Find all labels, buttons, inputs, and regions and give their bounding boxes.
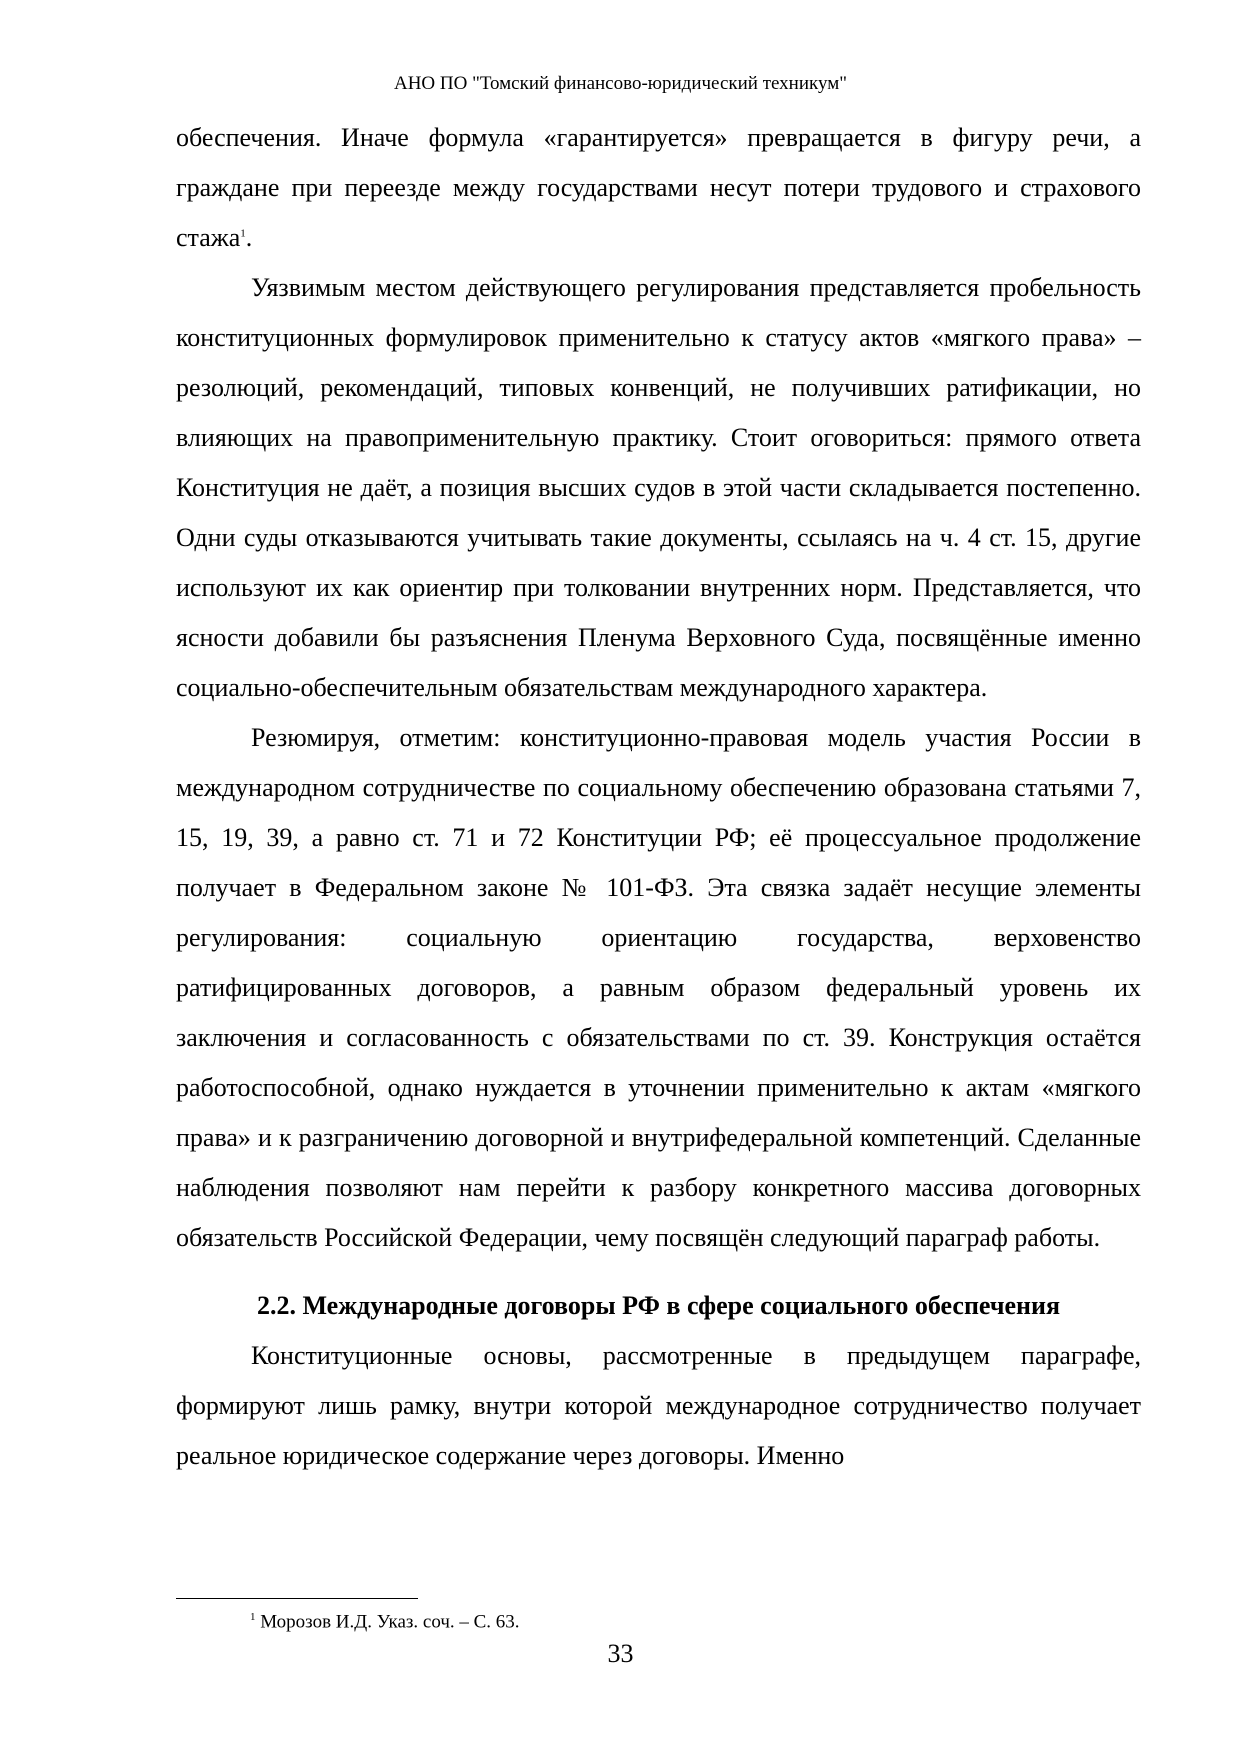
paragraph-summary: Резюмируя, отметим: конституционно-правовая модель участия России в международном сотрудничестве по социальному обеспечению образована статьями 7, 15, 19, 39, а равно ст. 71 и 72 Конституции РФ; её процессуальное продолжение получает в Федеральном законе № 101-ФЗ. Эта связка задаёт несущие элементы регулирования: социальную ориентацию государства, верховенство ратифицированных договоров, а равным образом федеральный уровень их заключения и согласованность с обязательствами по ст. 39. Конструкция остаётся работоспособной, однако нуждается в уточнении применительно к актам «мягкого права» и к разграничению договорной и внутрифедеральной компетенций. Сделанные наблюдения позволяют нам перейти к разбору конкретного массива договорных обязательств Российской Федерации, чему посвящён следующий параграф работы.: [176, 723, 1141, 1252]
page-number: 33: [607, 1639, 634, 1668]
header-institution: АНО ПО "Томский финансово-юридический техникум": [393, 73, 848, 94]
footnote-separator: [176, 1598, 418, 1599]
paragraph-continuation: [176, 113, 1141, 263]
paragraph-1-text: обеспечения. Иначе формула «гарантируется» превращается в фигуру речи, а граждане при переезде между государствами несут потери трудового и страхового стажа: [176, 123, 1141, 252]
footnote-reference[interactable]: 1: [240, 227, 246, 240]
page-header: [0, 72, 1241, 96]
document-body: [176, 113, 1141, 1481]
paragraph-1-end: .: [245, 223, 253, 252]
footnote-text: Морозов И.Д. Указ. соч. – С. 63.: [255, 1611, 520, 1633]
paragraph-soft-law: Уязвимым местом действующего регулирования представляется пробельность конституционных формулировок применительно к статусу актов «мягкого права» – резолюций, рекомендаций, типовых конвенций, не получивших ратификации, но влияющих на правоприменительную практику. Стоит оговориться: прямого ответа Конституция не даёт, а позиция высших судов в этой части складывается постепенно. Одни суды отказываются учитывать такие документы, ссылаясь на ч. 4 ст. 15, другие используют их как ориентир при толковании внутренних норм. Представляется, что ясности добавили бы разъяснения Пленума Верховного Суда, посвящённые именно социально-обеспечительным обязательствам международного характера.: [176, 273, 1141, 702]
footnote: [250, 1605, 520, 1634]
footnote-number: 1: [250, 1611, 256, 1623]
section-heading: 2.2. Международные договоры РФ в сфере социального обеспечения: [256, 1291, 1061, 1320]
paragraph-section-intro: Конституционные основы, рассмотренные в предыдущем параграфе, формируют лишь рамку, внутри которой международное сотрудничество получает реальное юридическое содержание через договоры. Именно: [176, 1341, 1141, 1470]
